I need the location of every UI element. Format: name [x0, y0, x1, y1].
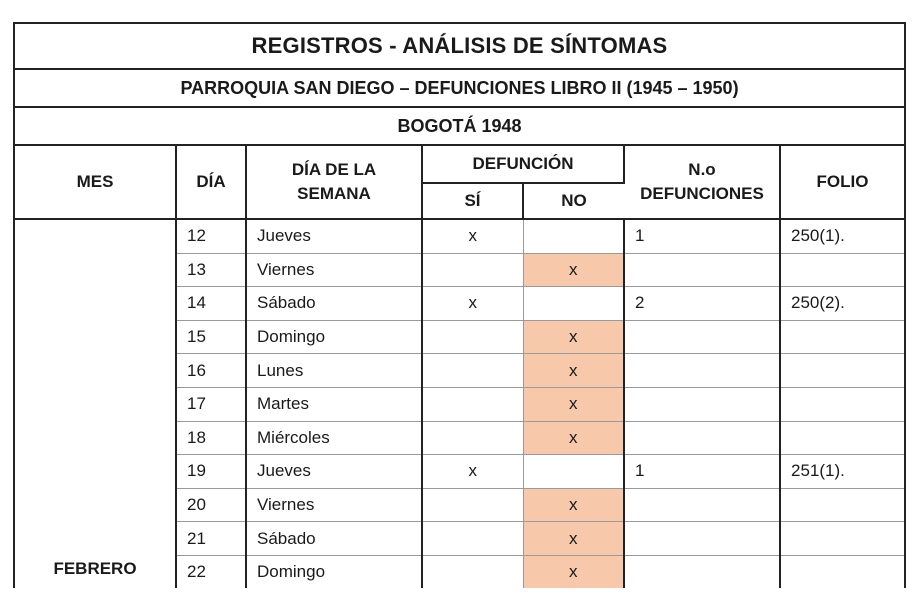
weekday-cell: Viernes: [246, 253, 422, 287]
folio-cell: [780, 253, 904, 287]
header-dia: DÍA: [176, 146, 246, 219]
death-yes-cell: [422, 522, 523, 556]
day-cell: 19: [176, 455, 246, 489]
death-no-cell: [523, 219, 624, 253]
weekday-cell: Jueves: [246, 455, 422, 489]
death-yes-cell: [422, 320, 523, 354]
day-cell: 12: [176, 219, 246, 253]
weekday-cell: Martes: [246, 387, 422, 421]
table-row: [15, 219, 904, 253]
death-yes-cell: x: [422, 287, 523, 321]
header-num-line2: DEFUNCIONES: [640, 184, 764, 203]
folio-cell: [780, 555, 904, 588]
death-count-cell: 1: [624, 219, 780, 253]
weekday-cell: Domingo: [246, 555, 422, 588]
deaths-table: [15, 146, 904, 588]
death-yes-cell: [422, 555, 523, 588]
header-semana-line2: SEMANA: [297, 184, 371, 203]
death-count-cell: [624, 253, 780, 287]
death-count-cell: 2: [624, 287, 780, 321]
header-dia-semana: [246, 146, 422, 219]
day-cell: 21: [176, 522, 246, 556]
death-count-cell: [624, 387, 780, 421]
folio-cell: 251(1).: [780, 455, 904, 489]
weekday-cell: Domingo: [246, 320, 422, 354]
folio-cell: [780, 387, 904, 421]
death-count-cell: 1: [624, 455, 780, 489]
header-si: SÍ: [422, 183, 523, 219]
header-no: NO: [523, 183, 624, 219]
weekday-cell: Miércoles: [246, 421, 422, 455]
month-cell: FEBRERO: [15, 219, 176, 588]
weekday-cell: Sábado: [246, 522, 422, 556]
day-cell: 17: [176, 387, 246, 421]
death-no-cell: x: [523, 522, 624, 556]
place-year: BOGOTÁ 1948: [15, 108, 904, 146]
folio-cell: [780, 320, 904, 354]
header-semana-line1: DÍA DE LA: [291, 160, 377, 179]
header-num-defunciones: [624, 146, 780, 219]
weekday-cell: Lunes: [246, 354, 422, 388]
folio-cell: 250(2).: [780, 287, 904, 321]
death-no-cell: [523, 287, 624, 321]
death-yes-cell: x: [422, 219, 523, 253]
day-cell: 13: [176, 253, 246, 287]
folio-cell: [780, 354, 904, 388]
records-sheet: [13, 22, 906, 588]
folio-cell: [780, 421, 904, 455]
death-yes-cell: [422, 354, 523, 388]
death-count-cell: [624, 488, 780, 522]
sheet-title: REGISTROS - ANÁLISIS DE SÍNTOMAS: [15, 24, 904, 70]
header-defuncion: DEFUNCIÓN: [422, 146, 624, 183]
death-yes-cell: x: [422, 455, 523, 489]
death-yes-cell: [422, 421, 523, 455]
death-yes-cell: [422, 387, 523, 421]
folio-cell: [780, 522, 904, 556]
folio-cell: 250(1).: [780, 219, 904, 253]
table-body: [15, 219, 904, 588]
sheet-subtitle: PARROQUIA SAN DIEGO – DEFUNCIONES LIBRO II (1945 – 1950): [15, 70, 904, 108]
day-cell: 15: [176, 320, 246, 354]
weekday-cell: Viernes: [246, 488, 422, 522]
day-cell: 16: [176, 354, 246, 388]
header-num-line1: N.o: [688, 160, 716, 179]
death-no-cell: x: [523, 555, 624, 588]
day-cell: 20: [176, 488, 246, 522]
weekday-cell: Sábado: [246, 287, 422, 321]
death-yes-cell: [422, 253, 523, 287]
death-no-cell: x: [523, 253, 624, 287]
day-cell: 14: [176, 287, 246, 321]
death-no-cell: x: [523, 354, 624, 388]
death-no-cell: x: [523, 320, 624, 354]
death-no-cell: x: [523, 421, 624, 455]
death-count-cell: [624, 320, 780, 354]
header-mes: MES: [15, 146, 176, 219]
header-folio: FOLIO: [780, 146, 904, 219]
death-no-cell: x: [523, 488, 624, 522]
weekday-cell: Jueves: [246, 219, 422, 253]
death-count-cell: [624, 354, 780, 388]
day-cell: 22: [176, 555, 246, 588]
death-no-cell: [523, 455, 624, 489]
death-count-cell: [624, 522, 780, 556]
day-cell: 18: [176, 421, 246, 455]
death-count-cell: [624, 421, 780, 455]
death-count-cell: [624, 555, 780, 588]
death-no-cell: x: [523, 387, 624, 421]
death-yes-cell: [422, 488, 523, 522]
folio-cell: [780, 488, 904, 522]
